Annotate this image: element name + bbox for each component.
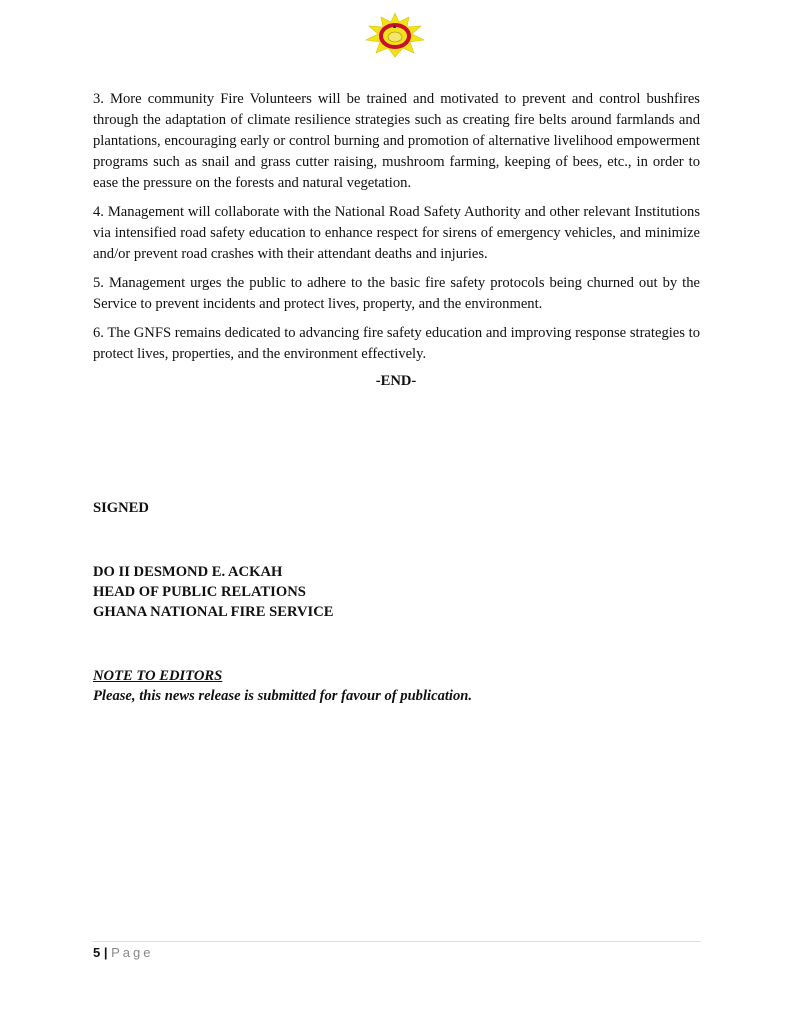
page-footer (93, 945, 154, 960)
paragraph-6: 6. The GNFS remains dedicated to advancing fire safety education and improving response strategies to protect lives, properties, and the environment effectively. (93, 325, 700, 362)
paragraph-3: 3. More community Fire Volunteers will be trained and motivated to prevent and control bushfires through the adaptation of climate resilience strategies such as creating fire belts around farmlands and plantations, encouraging early or control burning and promotion of alternative livelihood empowerment programs such as snail and grass cutter raising, mushroom farming, keeping of bees, etc., in order to ease the pressure on the forests and natural vegetation. (93, 91, 700, 191)
footer-separator: | (103, 945, 108, 960)
signature-block (93, 562, 333, 622)
footer-divider (93, 941, 701, 942)
document-body (93, 89, 700, 373)
paragraph-4: 4. Management will collaborate with the National Road Safety Authority and other relevant Institutions via intensified road safety education to enhance respect for sirens of emergency vehicles, and minimize and/or prevent road crashes with their attendant deaths and injuries. (93, 204, 700, 262)
note-heading: NOTE TO EDITORS (93, 668, 223, 684)
page-number: 5 (93, 945, 101, 960)
end-marker: -END- (375, 373, 417, 389)
note-to-editors (93, 666, 472, 706)
signatory-title: HEAD OF PUBLIC RELATIONS (93, 584, 306, 600)
signed-label: SIGNED (93, 500, 149, 516)
note-text: Please, this news release is submitted for favour of publication. (93, 688, 473, 704)
signatory-name: DO II DESMOND E. ACKAH (93, 564, 283, 580)
page-label: Page (111, 945, 154, 960)
signatory-organization: GHANA NATIONAL FIRE SERVICE (93, 604, 334, 620)
paragraph-5: 5. Management urges the public to adhere to the basic fire safety protocols being churned out by the Service to prevent incidents and protect lives, property, and the environment. (93, 275, 700, 312)
gnfs-emblem-logo (364, 12, 426, 58)
